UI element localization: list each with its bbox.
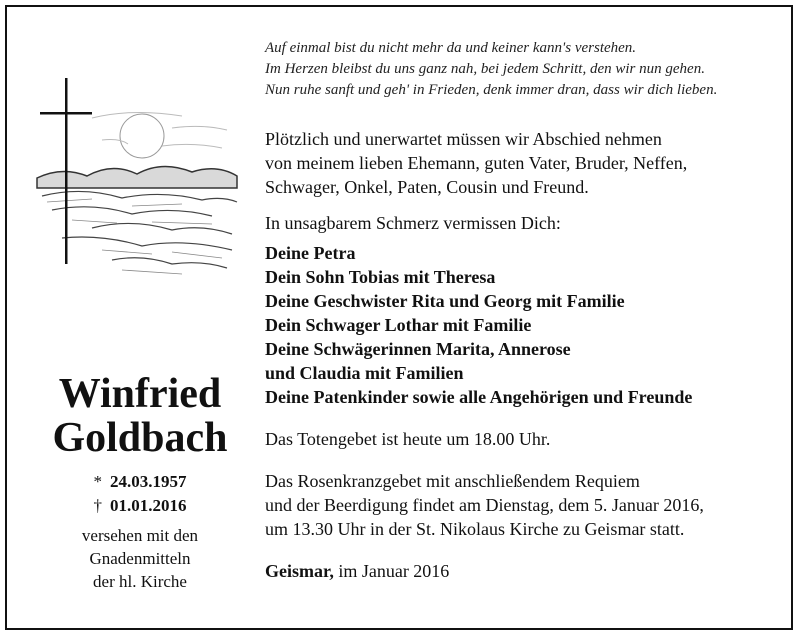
intro-line: von meinem lieben Ehemann, guten Vater, Bruder, Neffen,: [265, 153, 688, 173]
funeral-line: Das Rosenkranzgebet mit anschließendem Requiem: [265, 471, 640, 491]
sacraments-line: Gnadenmitteln: [89, 549, 191, 568]
sacraments-note: [20, 524, 260, 593]
prayer-line: Das Totengebet ist heute um 18.00 Uhr.: [265, 429, 551, 449]
death-symbol: †: [93, 496, 102, 515]
birth-date: 24.03.1957: [110, 472, 187, 491]
birth-symbol: *: [93, 472, 102, 491]
poem-line: Nun ruhe sanft und geh' in Frieden, denk immer dran, dass wir dich lieben.: [265, 82, 718, 98]
poem-line: Auf einmal bist du nicht mehr da und keiner kann's verstehen.: [265, 40, 637, 56]
birth-line: [20, 470, 260, 494]
mourning-line: In unsagbarem Schmerz vermissen Dich:: [265, 213, 561, 233]
intro-line: Schwager, Onkel, Paten, Cousin und Freund.: [265, 177, 589, 197]
closing-line: [265, 559, 785, 583]
mourner: Dein Schwager Lothar mit Familie: [265, 315, 532, 335]
first-name: Winfried: [58, 371, 222, 417]
mourner: Deine Patenkinder sowie alle Angehörigen und Freunde: [265, 387, 693, 407]
deceased-block: [20, 372, 260, 593]
last-name: Goldbach: [52, 415, 228, 461]
life-dates: [20, 470, 260, 518]
closing-place: Geismar,: [265, 561, 334, 581]
funeral-line: um 13.30 Uhr in der St. Nikolaus Kirche zu Geismar statt.: [265, 519, 685, 539]
closing-date: im Januar 2016: [338, 561, 450, 581]
mourner: Deine Geschwister Rita und Georg mit Familie: [265, 291, 625, 311]
death-date: 01.01.2016: [110, 496, 187, 515]
mourner: Deine Petra: [265, 243, 356, 263]
poem: [265, 38, 785, 101]
sacraments-line: versehen mit den: [81, 526, 199, 545]
mourner: und Claudia mit Familien: [265, 363, 464, 383]
poem-line: Im Herzen bleibst du uns ganz nah, bei jedem Schritt, den wir nun gehen.: [265, 61, 705, 77]
intro-line: Plötzlich und unerwartet müssen wir Abschied nehmen: [265, 129, 662, 149]
sacraments-line: der hl. Kirche: [93, 572, 187, 591]
death-line: [20, 494, 260, 518]
funeral-line: und der Beerdigung findet am Dienstag, dem 5. Januar 2016,: [265, 495, 704, 515]
mourner: Deine Schwägerinnen Marita, Annerose: [265, 339, 571, 359]
cross-landscape-illustration: [32, 78, 242, 278]
notice-text: [265, 127, 785, 583]
mourner: Dein Sohn Tobias mit Theresa: [265, 267, 496, 287]
